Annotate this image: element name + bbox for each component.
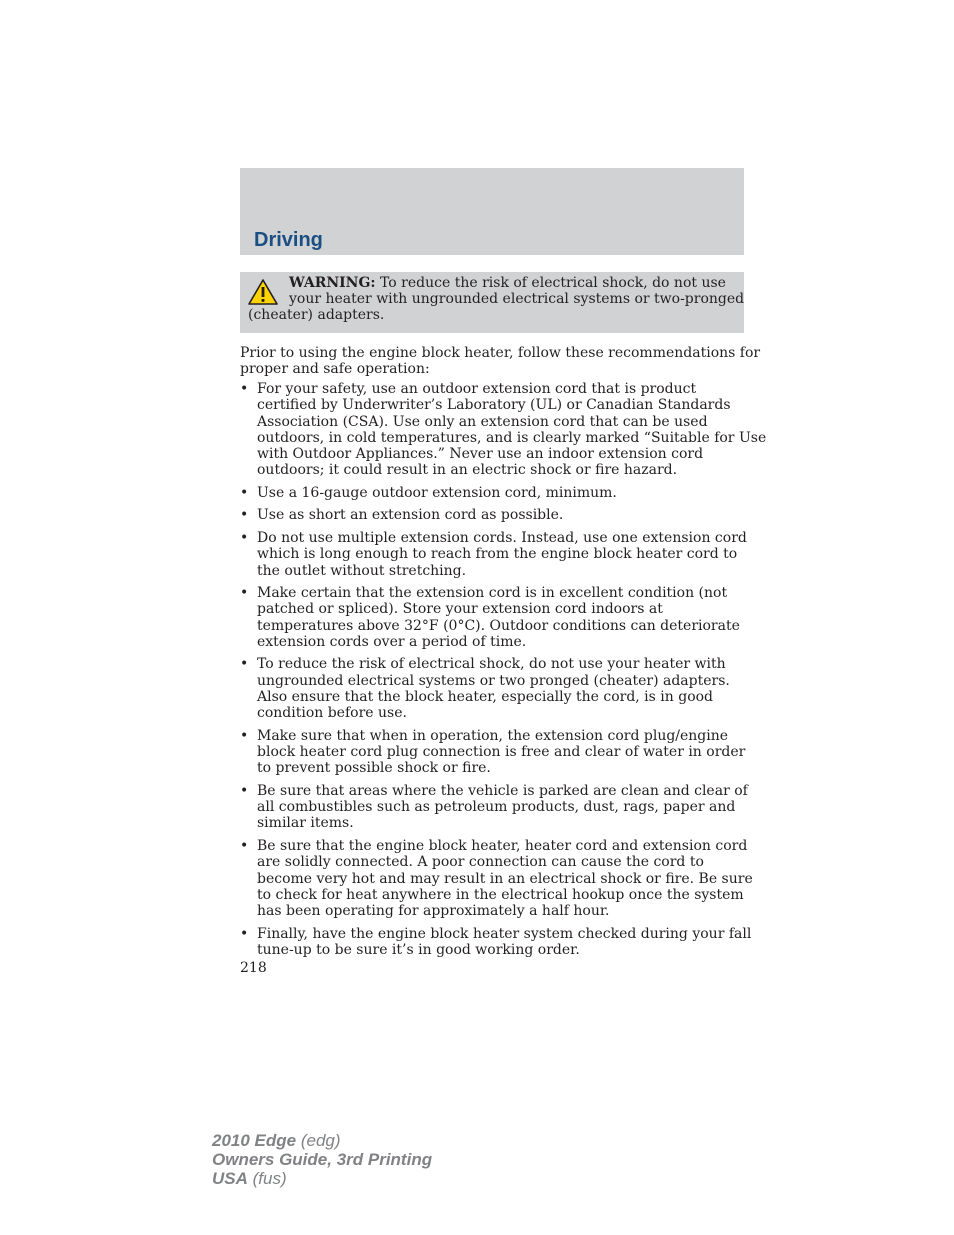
list-item: [240, 381, 767, 479]
list-item: [240, 485, 744, 501]
bullet-icon: •: [240, 381, 249, 397]
list-item-line: certified by Underwriter’s Laboratory (UL) or Canadian Standards: [257, 397, 731, 414]
list-item: [240, 925, 752, 959]
list-item-line: To reduce the risk of electrical shock, do not use your heater with: [257, 656, 726, 673]
footer-model-line: 2010 Edge (edg): [212, 1131, 341, 1150]
bullet-icon: •: [240, 585, 249, 602]
list-item: [240, 656, 744, 721]
list-item-line: has been operating for approximately a half hour.: [257, 903, 610, 920]
footer-market-line: USA (fus): [212, 1169, 287, 1188]
list-item-line: temperatures above 32°F (0°C). Outdoor conditions can deteriorate: [257, 617, 740, 634]
bullet-icon: •: [240, 484, 249, 501]
list-item-line: all combustibles such as petroleum products, dust, rags, paper and: [257, 799, 736, 816]
list-item-line: Be sure that areas where the vehicle is parked are clean and clear of: [257, 782, 748, 799]
list-item-line: patched or spliced). Store your extension cord indoors at: [257, 601, 663, 618]
list-item: [240, 782, 748, 832]
list-item-line: Do not use multiple extension cords. Instead, use one extension cord: [257, 529, 747, 546]
bullet-icon: •: [240, 782, 249, 799]
list-item-line: outdoors; it could result in an electric shock or fire hazard.: [257, 462, 678, 479]
list-item: [240, 529, 747, 579]
warning-triangle-icon: [247, 278, 279, 306]
section-title: Driving: [254, 229, 323, 251]
list-item-line: outdoors, in cold temperatures, and is clearly marked “Suitable for Use: [257, 429, 767, 446]
list-item-line: ungrounded electrical systems or two pronged (cheater) adapters.: [257, 672, 730, 689]
list-item-line: with Outdoor Appliances.” Never use an indoor extension cord: [257, 446, 704, 463]
intro-line: proper and safe operation:: [240, 361, 430, 377]
list-item-line: are solidly connected. A poor connection can cause the cord to: [257, 854, 704, 871]
list-item-line: Also ensure that the block heater, especially the cord, is in good: [257, 688, 714, 705]
page-number: 218: [240, 960, 267, 976]
list-item: [240, 585, 744, 650]
list-item: [240, 837, 753, 920]
warning-line: WARNING: To reduce the risk of electrical shock, do not use: [289, 275, 726, 291]
list-item-line: Use as short an extension cord as possible.: [257, 507, 564, 524]
list-item: [240, 507, 744, 523]
bullet-icon: •: [240, 925, 249, 942]
warning-line: (cheater) adapters.: [248, 307, 385, 324]
bullet-icon: •: [240, 837, 249, 854]
list-item-line: extension cords over a period of time.: [257, 633, 527, 650]
warning-line: your heater with ungrounded electrical systems or two-pronged: [289, 291, 745, 308]
list-item-line: become very hot and may result in an electrical shock or fire. Be sure: [257, 870, 753, 887]
bullet-icon: •: [240, 529, 249, 546]
list-item-line: block heater cord plug connection is free and clear of water in order: [257, 744, 746, 761]
list-item-line: Make certain that the extension cord is in excellent condition (not: [257, 585, 728, 602]
list-item-line: Use a 16-gauge outdoor extension cord, minimum.: [257, 484, 617, 501]
bullet-icon: •: [240, 507, 249, 524]
section-header: [240, 168, 744, 255]
recommendations-list: [240, 381, 767, 964]
bullet-icon: •: [240, 656, 249, 673]
list-item-line: to prevent possible shock or fire.: [257, 760, 491, 777]
list-item-line: similar items.: [257, 815, 354, 832]
intro-paragraph: [240, 345, 761, 377]
warning-box: [240, 272, 744, 333]
list-item-line: the outlet without stretching.: [257, 562, 467, 579]
warning-label: WARNING:: [289, 275, 376, 291]
list-item-line: which is long enough to reach from the engine block heater cord to: [257, 546, 738, 563]
list-item-line: Be sure that the engine block heater, heater cord and extension cord: [257, 837, 748, 854]
list-item-line: condition before use.: [257, 705, 407, 722]
list-item-line: Association (CSA). Use only an extension cord that can be used: [257, 413, 708, 430]
footer-guide-line: Owners Guide, 3rd Printing: [212, 1150, 433, 1169]
list-item-line: tune-up to be sure it’s in good working order.: [257, 941, 580, 958]
list-item: [240, 728, 744, 777]
intro-line: Prior to using the engine block heater, follow these recommendations for: [240, 345, 761, 361]
list-item-line: Finally, have the engine block heater system checked during your fall: [257, 925, 752, 942]
list-item-line: Make sure that when in operation, the extension cord plug/engine: [257, 727, 729, 744]
bullet-icon: •: [240, 727, 249, 744]
list-item-line: to check for heat anywhere in the electrical hookup once the system: [257, 886, 744, 903]
list-item-line: For your safety, use an outdoor extension cord that is product: [257, 381, 697, 397]
footer: [212, 1131, 432, 1188]
